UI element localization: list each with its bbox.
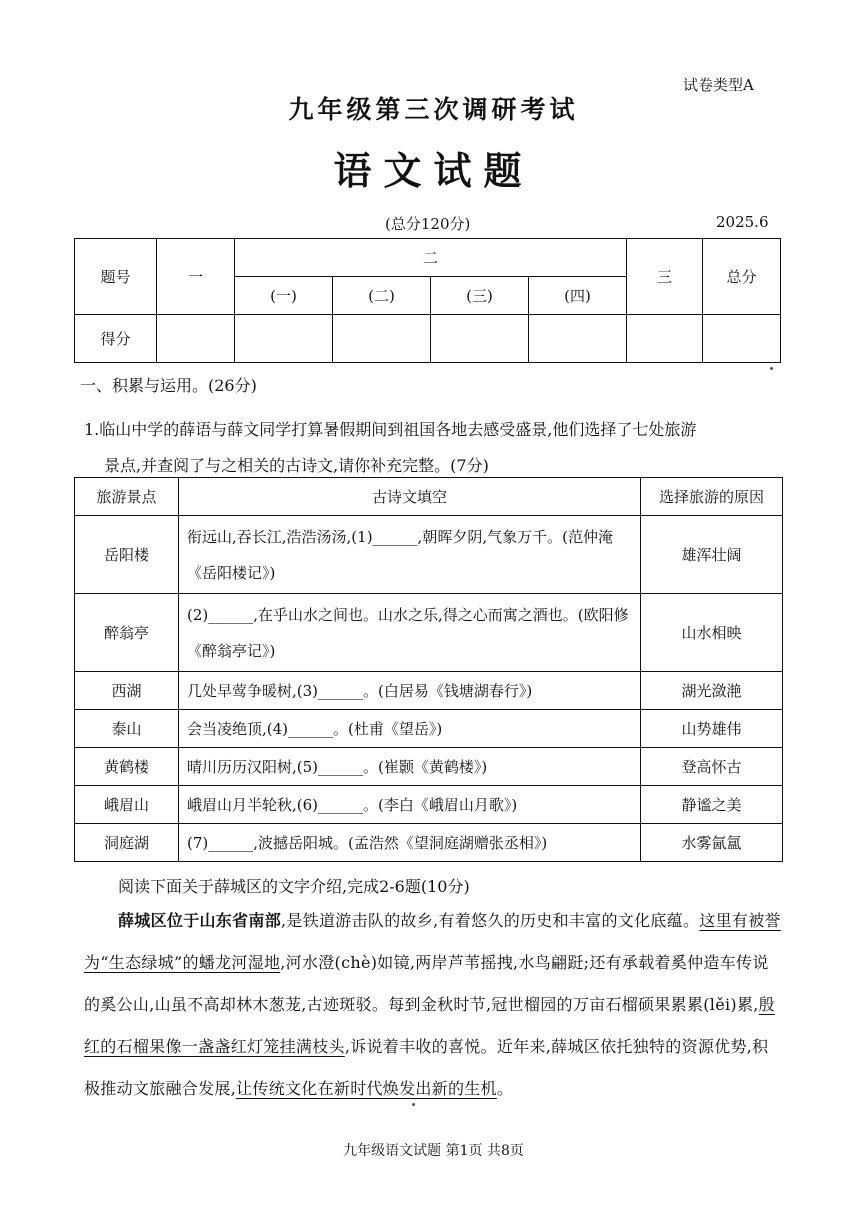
poem-row-spot: 西湖: [75, 672, 179, 710]
exam-title: 九年级第三次调研考试: [288, 95, 579, 124]
section-one-title: 一、积累与运用。(26分): [80, 376, 257, 395]
poem-row-text: (2)______,在乎山水之间也。山水之乐,得之心而寓之酒也。(欧阳修《醉翁亭记》): [179, 594, 641, 672]
score-cell-1: [157, 315, 235, 363]
poem-row-spot: 泰山: [75, 710, 179, 748]
poem-table: [74, 477, 783, 862]
poem-row-text: (7)______,波撼岳阳城。(孟浩然《望洞庭湖赠张丞相》): [179, 824, 641, 862]
poem-row-reason: 静谧之美: [641, 786, 783, 824]
poem-row-text: 峨眉山月半轮秋,(6)______。(李白《峨眉山月歌》): [179, 786, 641, 824]
passage-bold-phrase: 薛城区位于山东省南部: [118, 911, 282, 930]
poem-row-reason: 山势雄伟: [641, 710, 783, 748]
exam-date: 2025.6: [716, 213, 769, 231]
score-cell-5: [529, 315, 627, 363]
score-table-score-label: 得分: [75, 315, 157, 363]
poem-row-spot: 洞庭湖: [75, 824, 179, 862]
subject-title: 语文试题: [333, 148, 534, 193]
poem-row-reason: 雄浑壮阔: [641, 516, 783, 594]
score-cell-2: [235, 315, 333, 363]
score-table: [74, 238, 781, 363]
score-table-sub-4: (四): [529, 277, 627, 315]
scan-speck: [770, 367, 773, 370]
question-one: [84, 412, 784, 484]
reading-instructions: 阅读下面关于薛城区的文字介绍,完成2-6题(10分): [118, 877, 470, 896]
score-table-col-two: 二: [235, 239, 627, 277]
poem-row-spot: 醉翁亭: [75, 594, 179, 672]
passage-text: 。: [496, 1079, 514, 1098]
passage-underlined-phrase: 让传统文化在新时代焕发出新的生机: [236, 1079, 497, 1098]
poem-row-text: 晴川历历汉阳树,(5)______。(崔颢《黄鹤楼》): [179, 748, 641, 786]
poem-row-reason: 湖光潋滟: [641, 672, 783, 710]
poem-row-text: 衔远山,吞长江,浩浩汤汤,(1)______,朝晖夕阴,气象万千。(范仲淹《岳阳楼记》): [179, 516, 641, 594]
score-cell-4: [431, 315, 529, 363]
question-one-line1: 1.临山中学的薛语与薛文同学打算暑假期间到祖国各地去感受盛景,他们选择了七处旅游: [84, 420, 697, 439]
score-table-sub-1: (一): [235, 277, 333, 315]
poem-row-text: 会当凌绝顶,(4)______。(杜甫《望岳》): [179, 710, 641, 748]
passage-text: ,河水澄(chè)如镜,两岸芦苇摇拽,水鸟翩跹;还有承载着奚仲造车传说的奚公山,山虽不高却林木葱茏,古迹斑驳。每到金秋时节,冠世榴园的万亩石榴硕果累累(lěi)累,: [84, 953, 769, 1014]
poem-row-spot: 黄鹤楼: [75, 748, 179, 786]
score-table-col-one: 一: [157, 239, 235, 315]
question-one-line2: 景点,并查阅了与之相关的古诗文,请你补充完整。(7分): [104, 456, 489, 475]
score-table-number-label: 题号: [75, 239, 157, 315]
reading-passage: [84, 900, 784, 1110]
poem-row-reason: 登高怀古: [641, 748, 783, 786]
poem-header-reason: 选择旅游的原因: [641, 478, 783, 516]
poem-header-spot: 旅游景点: [75, 478, 179, 516]
poem-header-text: 古诗文填空: [179, 478, 641, 516]
passage-underlined-phrase: 这里有被誉为“生态绿城”的蟠龙河湿地: [84, 911, 781, 972]
poem-row-spot: 岳阳楼: [75, 516, 179, 594]
total-score-label: (总分120分): [385, 215, 471, 233]
score-table-sub-2: (二): [333, 277, 431, 315]
score-cell-3: [333, 315, 431, 363]
score-cell-7: [703, 315, 781, 363]
page-footer: 九年级语文试题 第1页 共8页: [343, 1143, 524, 1159]
score-table-sub-3: (三): [431, 277, 529, 315]
scan-speck: [412, 1103, 415, 1106]
passage-text: ,诉说着丰收的喜悦。近年来,薛城区依托独特的资源优势,积极推动文旅融合发展,: [84, 1037, 769, 1098]
poem-row-reason: 山水相映: [641, 594, 783, 672]
passage-text: ,是铁道游击队的故乡,有着悠久的历史和丰富的文化底蕴。: [281, 911, 700, 930]
poem-row-spot: 峨眉山: [75, 786, 179, 824]
poem-row-reason: 水雾氤氲: [641, 824, 783, 862]
passage-underlined-phrase: 殷红的石榴果像一盏盏红灯笼挂满枝头: [84, 995, 775, 1056]
score-table-col-three: 三: [627, 239, 703, 315]
score-table-col-total: 总分: [703, 239, 781, 315]
poem-row-text: 几处早莺争暖树,(3)______。(白居易《钱塘湖春行》): [179, 672, 641, 710]
paper-type-label: 试卷类型A: [683, 76, 754, 94]
score-cell-6: [627, 315, 703, 363]
